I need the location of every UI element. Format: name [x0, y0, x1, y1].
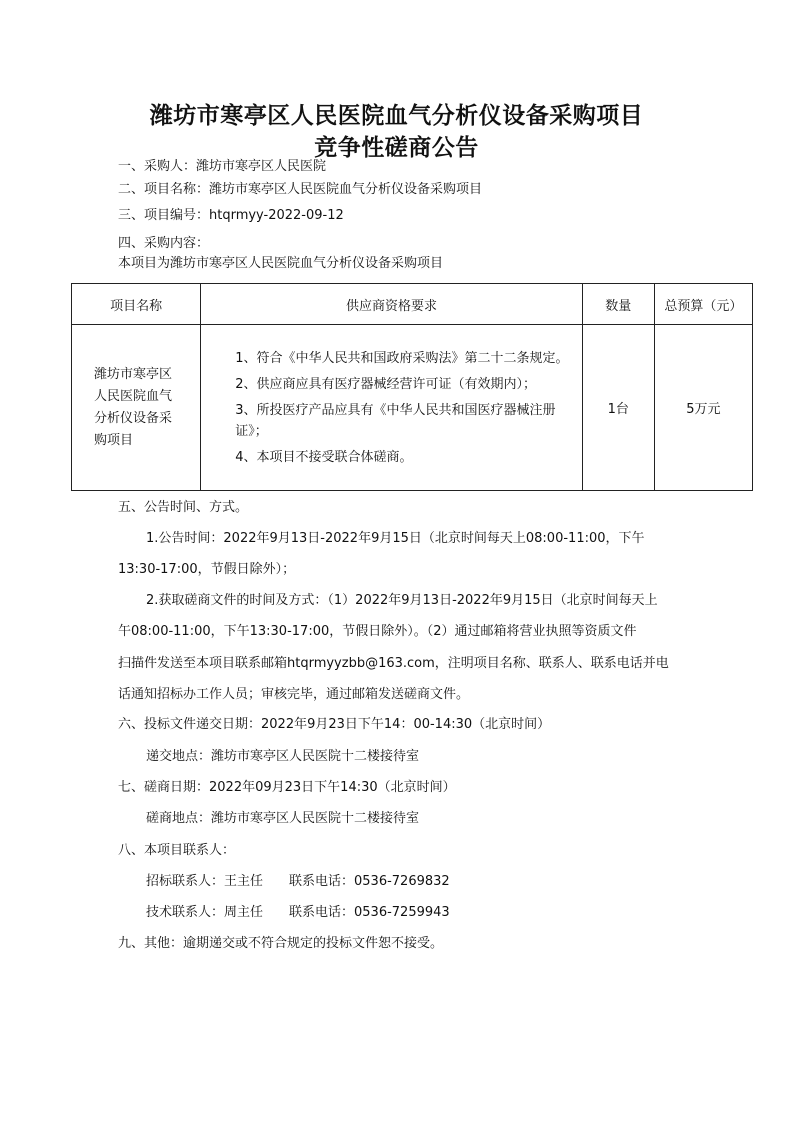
project-name-cell	[72, 325, 201, 491]
content-heading: 四、采购内容：	[118, 236, 210, 251]
requirement-item: 2、供应商应具有医疗器械经营许可证（有效期内）；	[235, 376, 536, 392]
consultation-date-line: 七、磋商日期：2022年09月23日下午14:30（北京时间）	[118, 780, 456, 795]
tender-contact-line: 招标联系人：王主任 联系电话：0536-7269832	[146, 874, 450, 889]
consultation-location-line: 磋商地点：潍坊市寒亭区人民医院十二楼接待室	[146, 811, 420, 826]
project-number-line: 三、项目编号：htqrmyy-2022-09-12	[118, 208, 344, 223]
budget-cell: 5万元	[654, 325, 752, 491]
technical-contact-line: 技术联系人：周主任 联系电话：0536-7259943	[146, 905, 450, 920]
announcement-time-line: 1.公告时间：2022年9月13日-2022年9月15日（北京时间每天上08:00-11:00，下午	[146, 531, 645, 546]
obtain-docs-notify-line: 话通知招标办工作人员；审核完毕，通过邮箱发送磋商文件。	[118, 687, 470, 702]
requirement-item: 4、本项目不接受联合体磋商。	[235, 449, 413, 465]
project-name-line: 人民医院血气	[94, 388, 173, 404]
quantity-cell: 1台	[582, 325, 654, 491]
content-description: 本项目为潍坊市寒亭区人民医院血气分析仪设备采购项目	[118, 256, 444, 271]
header-quantity: 数量	[582, 284, 654, 325]
section-five-heading: 五、公告时间、方式。	[118, 500, 249, 515]
requirement-item: 3、所投医疗产品应具有《中华人民共和国医疗器械注册证》；	[235, 402, 556, 439]
header-project-name: 项目名称	[72, 284, 201, 325]
document-title: 潍坊市寒亭区人民医院血气分析仪设备采购项目	[149, 102, 644, 129]
header-budget: 总预算（元）	[654, 284, 752, 325]
announcement-time-cont: 13:30-17:00，节假日除外）；	[118, 562, 296, 577]
submission-date-line: 六、投标文件递交日期：2022年9月23日下午14：00-14:30（北京时间）	[118, 717, 551, 732]
obtain-docs-email-line: 扫描件发送至本项目联系邮箱htqrmyyzbb@163.com，注明项目名称、联系人、联系电话并电	[118, 656, 669, 671]
other-notice-line: 九、其他：逾期递交或不符合规定的投标文件恕不接受。	[118, 936, 444, 951]
project-name-line: 二、项目名称：潍坊市寒亭区人民医院血气分析仪设备采购项目	[118, 182, 483, 197]
obtain-docs-cont: 午08:00-11:00，下午13:30-17:00，节假日除外）。（2）通过邮箱将营业执照等资质文件	[118, 624, 637, 639]
requirements-cell	[201, 325, 583, 491]
obtain-docs-line: 2.获取磋商文件的时间及方式：（1）2022年9月13日-2022年9月15日（北京时间每天上	[146, 593, 658, 608]
requirement-item: 1、符合《中华人民共和国政府采购法》第二十二条规定。	[235, 350, 569, 366]
purchaser-line: 一、采购人：潍坊市寒亭区人民医院	[118, 159, 327, 174]
document-subtitle: 竞争性磋商公告	[314, 134, 479, 161]
header-requirements: 供应商资格要求	[201, 284, 583, 325]
project-name-line: 购项目	[94, 432, 134, 448]
submission-location-line: 递交地点：潍坊市寒亭区人民医院十二楼接待室	[146, 749, 420, 764]
contacts-heading: 八、本项目联系人：	[118, 843, 236, 858]
table-row	[72, 325, 753, 491]
project-name-line: 分析仪设备采	[94, 410, 173, 426]
project-table	[71, 283, 753, 491]
table-header-row	[72, 284, 753, 325]
project-name-line: 潍坊市寒亭区	[94, 366, 173, 382]
